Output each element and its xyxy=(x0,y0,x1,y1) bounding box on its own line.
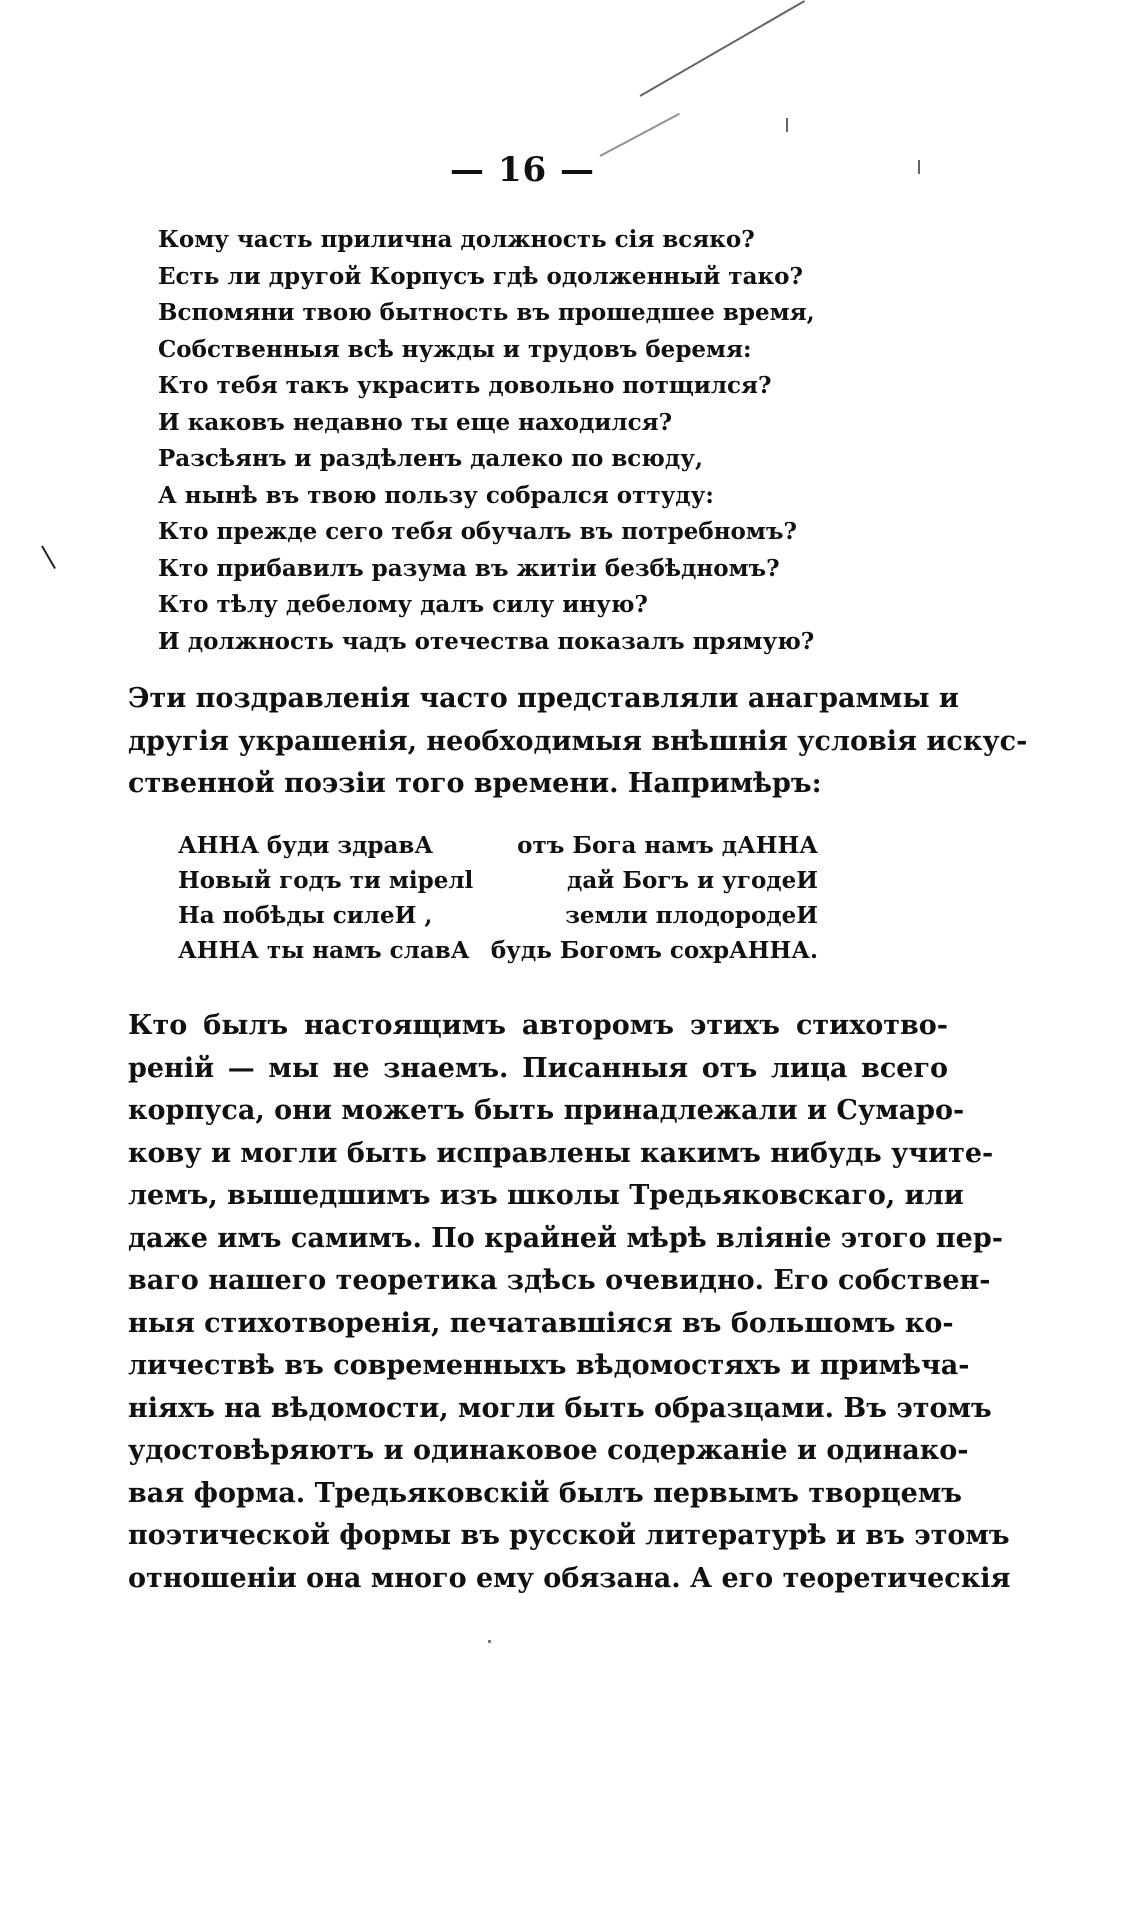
paragraph-line: вая форма. Тредьяковскій былъ первымъ творцемъ xyxy=(128,1477,962,1509)
anagram-row xyxy=(178,933,818,968)
paragraph-line: другія украшенія, необходимыя внѣшнія условія искус- xyxy=(128,725,1028,757)
poem-line: Собственныя всѣ нужды и трудовъ беремя: xyxy=(158,335,752,363)
poem-line: И каковъ недавно ты еще находился? xyxy=(158,408,673,436)
poem-line: Кому часть прилична должность сія всяко? xyxy=(158,226,755,253)
anagram-left: Новый годъ ти мірелl xyxy=(178,867,474,894)
paragraph-line: реній — мы не знаемъ. Писанныя отъ лица всего xyxy=(128,1052,948,1084)
page-number: — 16 — xyxy=(450,150,595,190)
paragraph-line: кову и могли быть исправлены какимъ нибудь учите- xyxy=(128,1137,994,1169)
poem-line: Кто прибавилъ разума въ житіи безбѣдномъ? xyxy=(158,554,780,582)
poem-block xyxy=(158,222,898,660)
scan-mark-vertical xyxy=(786,118,788,132)
anagram-left: На побѣды силеИ , xyxy=(178,902,433,929)
paragraph-line: Кто былъ настоящимъ авторомъ этихъ стихотво- xyxy=(128,1010,948,1041)
poem-line: Кто тебя такъ украсить довольно потщился? xyxy=(158,372,772,399)
paragraph-line: ніяхъ на вѣдомости, могли быть образцами. Въ этомъ xyxy=(128,1392,992,1424)
paragraph-line: удостовѣряютъ и одинаковое содержаніе и одинако- xyxy=(128,1435,969,1466)
scan-mark-vertical-2 xyxy=(918,160,920,174)
scan-dot xyxy=(488,1640,491,1643)
anagram-row xyxy=(178,898,818,933)
anagram-left: АННА ты намъ славА xyxy=(178,937,470,964)
anagram-left: АННА буди здравА xyxy=(178,832,434,859)
poem-line: И должность чадъ отечества показалъ прямую? xyxy=(158,627,815,655)
poem-line: Кто прежде сего тебя обучалъ въ потребномъ? xyxy=(158,518,797,545)
paragraph-intro xyxy=(128,678,1028,806)
anagram-row xyxy=(178,828,818,863)
poem-line: Вспомяни твою бытность въ прошедшее время, xyxy=(158,299,815,326)
paragraph-line: даже имъ самимъ. По крайней мѣрѣ вліяніе этого пер- xyxy=(128,1222,1003,1254)
poem-line: Есть ли другой Корпусъ гдѣ одолженный тако? xyxy=(158,262,803,290)
anagram-right: земли плодородеИ xyxy=(565,902,818,929)
scan-mark-left xyxy=(41,546,56,570)
paragraph-line: личествѣ въ современныхъ вѣдомостяхъ и примѣча- xyxy=(128,1350,970,1381)
anagram-right: будь Богомъ сохрАННА. xyxy=(490,937,818,964)
paragraph-line: ственной поэзіи того времени. Напримѣръ: xyxy=(128,768,822,799)
paragraph-line: Эти поздравленія часто представляли анаграммы и xyxy=(128,683,959,714)
anagram-row xyxy=(178,863,818,898)
poem-line: Кто тѣлу дебелому далъ силу иную? xyxy=(158,591,648,618)
paragraph-line: корпуса, они можетъ быть принадлежали и Сумаро- xyxy=(128,1095,965,1126)
poem-line: А нынѣ въ твою пользу собрался оттуду: xyxy=(158,481,714,509)
scan-mark-diagonal xyxy=(640,0,806,97)
paragraph-line: ныя стихотворенія, печатавшіяся въ большомъ ко- xyxy=(128,1307,954,1339)
anagram-right: отъ Бога намъ дАННА xyxy=(517,832,818,859)
anagram-right: дай Богъ и угодеИ xyxy=(567,867,818,894)
poem-line: Разсѣянъ и раздѣленъ далеко по всюду, xyxy=(158,445,703,472)
paragraph-line: ваго нашего теоретика здѣсь очевидно. Его собствен- xyxy=(128,1265,991,1296)
paragraph-line: лемъ, вышедшимъ изъ школы Тредьяковскаго, или xyxy=(128,1180,964,1211)
paragraph-main xyxy=(128,1005,1011,1600)
paragraph-line: поэтической формы въ русской литературѣ и въ этомъ xyxy=(128,1520,1010,1551)
paragraph-line: отношеніи она много ему обязана. А его теоретическія xyxy=(128,1562,1011,1594)
anagram-block xyxy=(178,828,818,968)
